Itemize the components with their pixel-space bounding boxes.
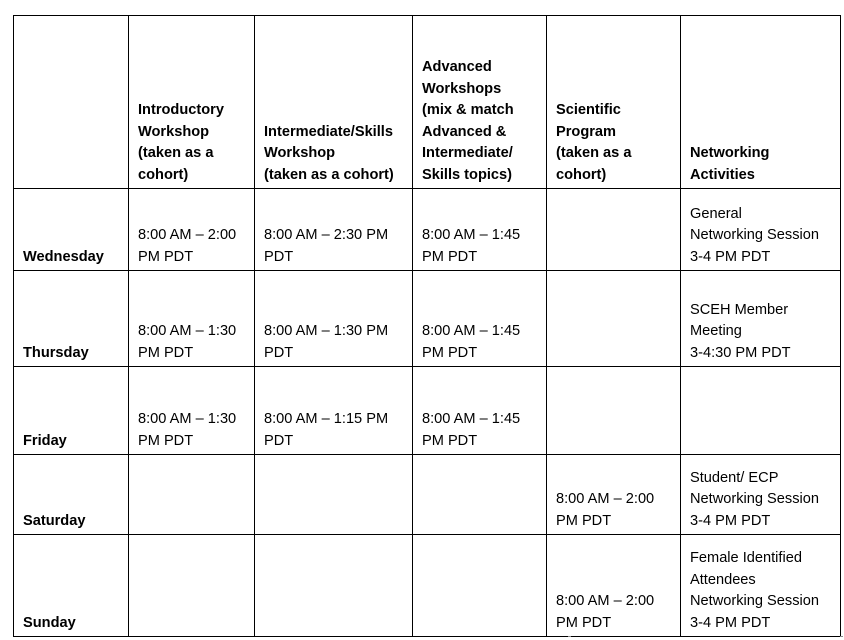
table-cell-empty [255,535,413,637]
day-label: Friday [14,367,129,455]
header-line: Workshops [422,80,502,97]
cell-line: PM PDT [422,344,478,361]
table-cell [681,271,841,367]
cell-line: 3-4:30 PM PDT [690,344,791,361]
cell-line: 8:00 AM – 2:30 PM [264,227,389,243]
cell-line: 8:00 AM – 1:30 [138,323,237,339]
cell-line: PM PDT [138,432,194,449]
table-cell-empty [547,367,681,455]
header-row [14,16,841,189]
header-line: Activities [690,166,755,183]
header-line: (mix & match [422,102,514,118]
cell-line: Networking Session [690,491,819,507]
header-cell-introductory [129,16,255,189]
cell-line: 3-4 PM PDT [690,248,771,265]
cell-line: PM PDT [556,614,612,631]
cell-line: 8:00 AM – 1:30 PM [264,323,389,339]
header-line: (taken as a [138,145,214,161]
header-line: Intermediate/ [422,145,513,161]
cell-line: 8:00 AM – 2:00 [556,593,655,609]
cell-line: PM PDT [138,344,194,361]
cell-line: 8:00 AM – 2:00 [138,227,237,243]
cell-line: PM PDT [556,512,612,529]
table-cell-empty [129,535,255,637]
cell-line: 8:00 AM – 2:00 [556,491,655,507]
header-line: (taken as a cohort) [264,166,394,183]
table-cell [413,271,547,367]
day-label: Saturday [14,455,129,535]
cell-line: General [690,205,742,222]
table-cell [255,189,413,271]
schedule-table [13,15,841,637]
table-cell [129,271,255,367]
table-cell [413,367,547,455]
table-cell-empty [413,455,547,535]
table-cell [681,189,841,271]
header-cell-blank [14,16,129,189]
cell-line: 8:00 AM – 1:45 [422,411,521,427]
table-cell [681,455,841,535]
cell-line: Networking Session [690,593,819,609]
cell-line: 3-4 PM PDT [690,512,771,529]
header-line: cohort) [556,166,607,183]
cell-line: 8:00 AM – 1:30 [138,411,237,427]
table-row-saturday [14,455,841,535]
cell-line: Female Identified [690,550,802,566]
header-line: Introductory [138,102,224,118]
table-cell [129,367,255,455]
table-cell-empty [255,455,413,535]
table-cell-empty [547,271,681,367]
header-line: Workshop [264,145,336,161]
header-line: Workshop [138,123,210,140]
table-row-sunday [14,535,841,637]
cell-line: PM PDT [422,432,478,449]
table-cell-empty [681,367,841,455]
table-cell [413,189,547,271]
table-cell-empty [547,189,681,271]
table-cell [547,535,681,637]
day-label: Thursday [14,271,129,367]
cell-line: Attendees [690,571,756,588]
cell-line: 3-4 PM PDT [690,614,771,631]
table-cell [681,535,841,637]
table-row-thursday [14,271,841,367]
cell-line: 8:00 AM – 1:45 [422,323,521,339]
header-line: cohort) [138,166,189,183]
selection-handle-mark [568,636,571,637]
header-line: Scientific [556,102,621,118]
table-cell [547,455,681,535]
cell-line: PM PDT [138,248,194,265]
header-cell-advanced [413,16,547,189]
header-cell-networking [681,16,841,189]
cell-line: PM PDT [422,248,478,265]
table-row-friday [14,367,841,455]
table-cell [129,189,255,271]
header-line: Networking [690,145,770,161]
table-cell [255,271,413,367]
header-line: Program [556,123,617,140]
cell-line: Networking Session [690,227,819,243]
header-line: Intermediate/Skills [264,123,393,140]
header-line: Advanced & [422,123,507,140]
header-cell-intermediate [255,16,413,189]
cell-line: Meeting [690,323,742,339]
cell-line: PDT [264,432,294,449]
table-cell [255,367,413,455]
cell-line: PDT [264,248,294,265]
table-cell-empty [413,535,547,637]
day-label: Wednesday [14,189,129,271]
header-line: (taken as a [556,145,632,161]
cell-line: 8:00 AM – 1:15 PM [264,411,389,427]
cell-line: PDT [264,344,294,361]
cell-line: SCEH Member [690,301,789,318]
header-line: Advanced [422,59,492,75]
cell-line: Student/ ECP [690,469,779,486]
header-line: Skills topics) [422,166,513,183]
header-cell-scientific [547,16,681,189]
table-row-wednesday [14,189,841,271]
cell-line: 8:00 AM – 1:45 [422,227,521,243]
selection-handle-mark [840,636,843,637]
table-cell-empty [129,455,255,535]
day-label: Sunday [14,535,129,637]
